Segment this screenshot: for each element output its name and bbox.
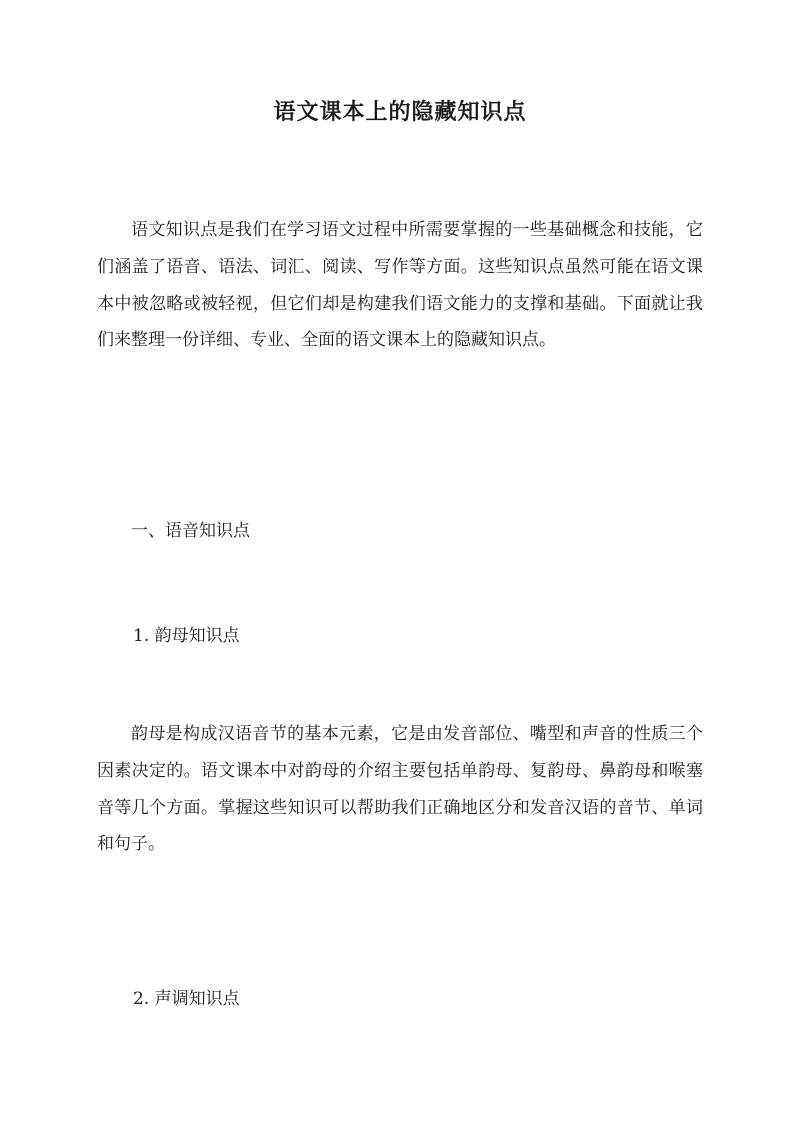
section-heading-phonetics: 一、语音知识点 bbox=[131, 521, 250, 541]
finals-paragraph: 韵母是构成汉语音节的基本元素，它是由发音部位、嘴型和声音的性质三个因素决定的。语文课本中对韵母的介绍主要包括单韵母、复韵母、鼻韵母和喉塞音等几个方面。掌握这些知识可以帮助我们正确地区分和发音汉语的音节、单词和句子。 bbox=[97, 724, 703, 855]
subsection-heading-finals: 1. 韵母知识点 bbox=[133, 626, 240, 646]
intro-paragraph: 语文知识点是我们在学习语文过程中所需要掌握的一些基础概念和技能，它们涵盖了语音、语法、词汇、阅读、写作等方面。这些知识点虽然可能在语文课本中被忽略或被轻视，但它们却是构建我们语文能力的支撑和基础。下面就让我们来整理一份详细、专业、全面的语文课本上的隐藏知识点。 bbox=[97, 220, 703, 351]
page-title: 语文课本上的隐藏知识点 bbox=[273, 99, 527, 125]
subsection-heading-tones: 2. 声调知识点 bbox=[133, 989, 240, 1009]
